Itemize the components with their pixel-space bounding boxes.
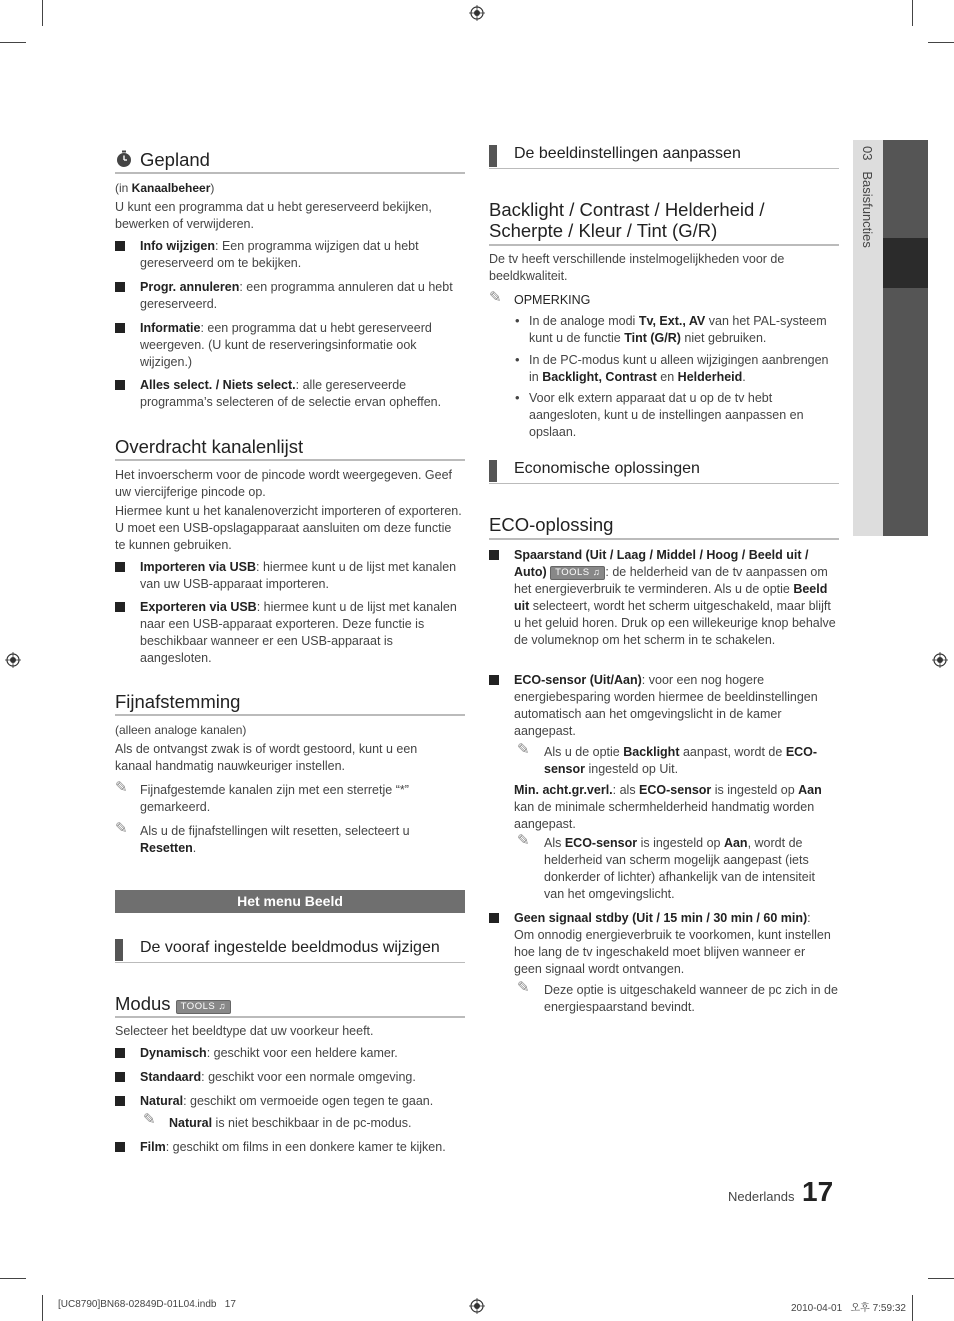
paragraph: De tv heeft verschillende instelmogelijkheden voor de beeldkwaliteit. — [489, 252, 785, 283]
paragraph: Min. acht.gr.verl.: als ECO-sensor is ingesteld op Aan kan de minimale schermhelderheid handmatig worden aangepast. — [514, 783, 822, 831]
subheading-bar — [489, 145, 497, 167]
section-title-backlight: Backlight / Contrast / Helderheid / Scherpte / Kleur / Tint (G/R) — [489, 199, 765, 241]
section-rule — [115, 459, 465, 461]
note-item: Voor elk extern apparaat dat u op de tv hebt aangesloten, kunt u de instellingen aanpassen en opslaan. — [529, 391, 804, 439]
chapter-tab-marker — [883, 238, 928, 288]
list-item: ECO-sensor (Uit/Aan): voor een nog hogere energiebesparing worden hiermee de beeldinstellingen automatisch aan het omgevingslicht in de kamer aangepast. — [514, 673, 818, 738]
registration-mark-icon — [469, 1298, 485, 1314]
section-rule — [115, 714, 465, 716]
bullet-square — [115, 1142, 125, 1152]
list-item: Progr. annuleren: een programma annuleren dat u hebt gereserveerd. — [140, 280, 453, 311]
note-pencil-icon: ✎ — [489, 289, 502, 306]
crop-mark — [928, 42, 954, 43]
bullet-square — [115, 380, 125, 390]
note: Als ECO-sensor is ingesteld op Aan, wordt de helderheid van scherm mogelijk aangepast (iets donkerder of lichter) afhankelijk van de intensiteit van het omgevingslicht. — [544, 836, 815, 901]
section-rule — [115, 172, 465, 174]
chapter-number: 03 — [860, 146, 875, 161]
subheading: De beeldinstellingen aanpassen — [514, 145, 741, 162]
bullet-square — [115, 1072, 125, 1082]
section-title-overdracht: Overdracht kanalenlijst — [115, 436, 304, 457]
list-item: Standaard: geschikt voor een normale omgeving. — [140, 1070, 416, 1084]
footer-language: Nederlands — [728, 1189, 795, 1204]
tools-badge: TOOLS ♫ — [176, 1000, 231, 1014]
chapter-label — [860, 146, 875, 248]
bullet-dot: • — [515, 390, 520, 405]
registration-mark-icon — [469, 5, 485, 21]
subheading: De vooraf ingestelde beeldmodus wijzigen — [140, 939, 440, 956]
section-title-modus: Modus TOOLS ♫ — [115, 993, 231, 1015]
note-pencil-icon: ✎ — [517, 741, 530, 758]
note: Fijnafgestemde kanalen zijn met een sterretje “*” gemarkeerd. — [140, 783, 409, 814]
note: Deze optie is uitgeschakeld wanneer de pc zich in de energiespaarstand bevindt. — [544, 983, 838, 1014]
bullet-square — [115, 241, 125, 251]
note: Als u de optie Backlight aanpast, wordt de ECO-sensor ingesteld op Uit. — [544, 745, 818, 776]
section-rule — [115, 962, 465, 963]
paragraph: Selecteer het beeldtype dat uw voorkeur heeft. — [115, 1024, 374, 1038]
section-rule — [489, 483, 839, 484]
print-file-info: [UC8790]BN68-02849D-01L04.indb 17 — [58, 1299, 236, 1310]
list-item: Film: geschikt om films in een donkere kamer te kijken. — [140, 1140, 446, 1154]
subheading-bar — [489, 460, 497, 482]
crop-mark — [0, 42, 26, 43]
bullet-square — [115, 1096, 125, 1106]
note-pencil-icon: ✎ — [115, 820, 128, 837]
list-item: Dynamisch: geschikt voor een heldere kamer. — [140, 1046, 398, 1060]
clock-icon — [115, 150, 133, 168]
crop-mark — [42, 0, 43, 26]
tools-badge: TOOLS ♫ — [550, 566, 605, 580]
bullet-square — [115, 562, 125, 572]
section-rule — [115, 1016, 465, 1018]
bullet-square — [115, 602, 125, 612]
note-pencil-icon: ✎ — [115, 779, 128, 796]
print-date-info: 2010-04-01 오후 7:59:32 — [791, 1303, 906, 1314]
crop-mark — [928, 1278, 954, 1279]
note-item: In de PC-modus kunt u alleen wijzigingen aanbrengen in Backlight, Contrast en Helderheid. — [529, 353, 829, 384]
crop-mark — [912, 1295, 913, 1321]
note: Natural is niet beschikbaar in de pc-modus. — [169, 1116, 412, 1130]
section-title-eco: ECO-oplossing — [489, 514, 614, 535]
subheading: Economische oplossingen — [514, 460, 700, 477]
note-label: OPMERKING — [514, 293, 591, 307]
bullet-square — [489, 675, 499, 685]
chapter-tab-dark — [883, 140, 928, 536]
paragraph: U kunt een programma dat u hebt gereserveerd bekijken, bewerken of verwijderen. — [115, 200, 432, 231]
bullet-square — [115, 282, 125, 292]
note-pencil-icon: ✎ — [517, 832, 530, 849]
crop-mark — [42, 1295, 43, 1321]
paragraph: Hiermee kunt u het kanalenoverzicht importeren of exporteren. U moet een USB-opslagapparaat aansluiten om deze functie te kunnen gebruiken. — [115, 504, 462, 552]
paragraph: Als de ontvangst zwak is of wordt gestoord, kunt u een kanaal handmatig nauwkeuriger instellen. — [115, 742, 418, 773]
list-item: Importeren via USB: hiermee kunt u de lijst met kanalen van uw USB-apparaat importeren. — [140, 560, 457, 591]
list-item: Info wijzigen: Een programma wijzigen dat u hebt gereserveerd om te bekijken. — [140, 239, 419, 270]
list-item: Exporteren via USB: hiermee kunt u de lijst met kanalen naar een USB-apparaat exporteren. Deze functie is beschikbaar wanneer er een USB-apparaat is aangesloten. — [140, 600, 457, 665]
paragraph: (alleen analoge kanalen) — [115, 723, 247, 737]
subheading-bar — [115, 939, 123, 961]
chapter-title: Basisfuncties — [860, 171, 875, 248]
bullet-square — [489, 913, 499, 923]
section-title-fijnafstemming: Fijnafstemming — [115, 691, 241, 712]
bullet-dot: • — [515, 313, 520, 328]
note: Als u de fijnafstellingen wilt resetten, selecteert u Resetten. — [140, 824, 410, 855]
registration-mark-icon — [932, 652, 948, 668]
list-item: Alles select. / Niets select.: alle gereserveerde programma’s selecteren of de selectie ervan opheffen. — [140, 378, 442, 409]
list-item: Natural: geschikt om vermoeide ogen tegen te gaan. — [140, 1094, 434, 1108]
bullet-square — [115, 323, 125, 333]
crop-mark — [0, 1278, 26, 1279]
page-number: 17 — [802, 1176, 834, 1207]
bullet-square — [489, 550, 499, 560]
context-line: (in Kanaalbeheer) — [115, 181, 215, 195]
list-item: Informatie: een programma dat u hebt gereserveerd weergeven. (U kunt de reserveringsinformatie ook wijzigen.) — [140, 321, 432, 369]
list-item: Geen signaal stdby (Uit / 15 min / 30 min / 60 min): Om onnodig energieverbruik te voorkomen, kunt instellen hoe lang de tv ingeschakeld moet blijven wanneer er geen signaal wordt ontvangen. — [514, 911, 831, 976]
registration-mark-icon — [5, 652, 21, 668]
section-rule — [489, 538, 839, 540]
crop-mark — [912, 0, 913, 26]
section-title-gepland: Gepland — [140, 149, 210, 170]
paragraph: Het invoerscherm voor de pincode wordt weergegeven. Geef uw viercijferige pincode op. — [115, 468, 452, 499]
bullet-dot: • — [515, 352, 520, 367]
section-rule — [489, 244, 839, 246]
note-pencil-icon: ✎ — [517, 979, 530, 996]
menu-banner: Het menu Beeld — [115, 890, 465, 913]
note-item: In de analoge modi Tv, Ext., AV van het PAL-systeem kunt u de functie Tint (G/R) niet gebruiken. — [529, 314, 827, 345]
bullet-square — [115, 1048, 125, 1058]
note-pencil-icon: ✎ — [143, 1111, 156, 1128]
section-rule — [489, 168, 839, 169]
list-item: Spaarstand (Uit / Laag / Middel / Hoog / Beeld uit / Auto) TOOLS ♫ : de helderheid van de tv aanpassen om het energieverbruik te verminderen. Als u de optie Beeld uit selecteert, wordt het scherm uitgeschakeld, maar blijft u het geluid horen. Druk op een willekeurige knop behalve de volumeknop om het scherm in te schakelen. — [514, 548, 836, 647]
